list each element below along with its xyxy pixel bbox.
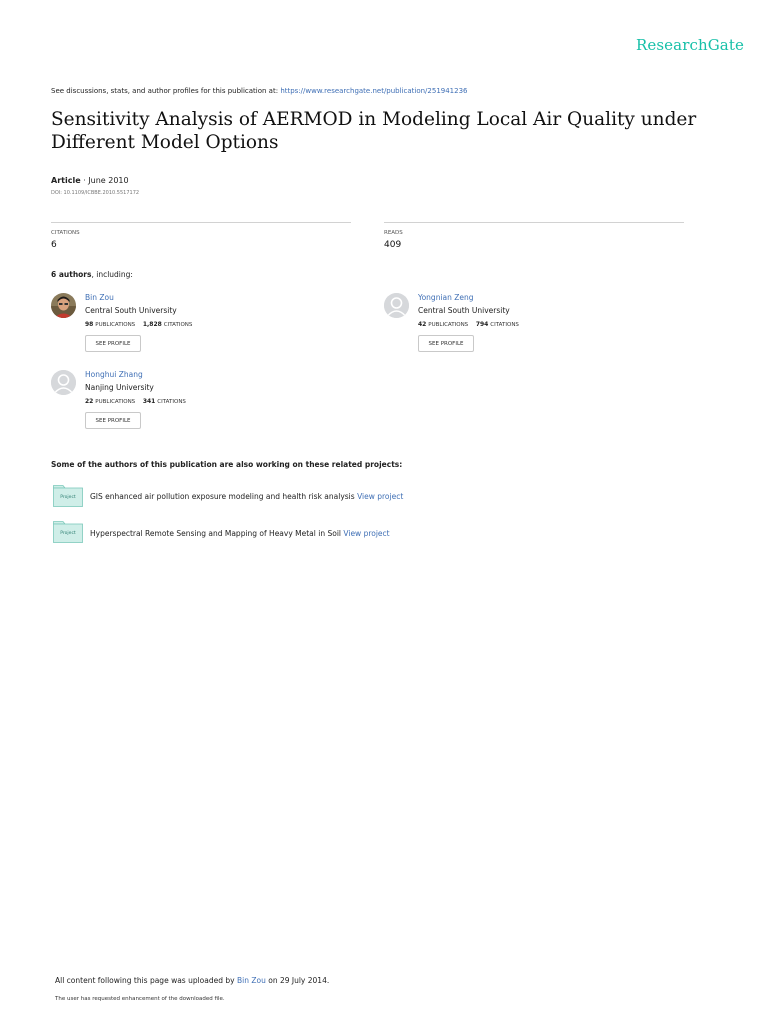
author-affiliation: Central South University bbox=[85, 306, 177, 315]
citations-label: CITATIONS bbox=[51, 230, 80, 236]
researchgate-logo[interactable]: ResearchGate bbox=[636, 36, 744, 54]
upload-prefix: All content following this page was uploaded by bbox=[55, 976, 235, 985]
citations-count: 341 bbox=[142, 398, 156, 405]
project-description bbox=[90, 529, 390, 538]
reads-divider bbox=[384, 222, 684, 223]
publication-url-link[interactable]: https://www.researchgate.net/publication/251941236 bbox=[280, 87, 468, 95]
avatar[interactable] bbox=[51, 293, 76, 318]
citations-divider bbox=[51, 222, 351, 223]
publications-label: PUBLICATIONS bbox=[428, 322, 469, 328]
publications-label: PUBLICATIONS bbox=[95, 399, 136, 405]
author-name[interactable]: Bin Zou bbox=[85, 293, 114, 302]
publications-count: 98 bbox=[85, 321, 94, 328]
author-stats bbox=[85, 321, 192, 328]
view-project-link[interactable]: View project bbox=[343, 529, 390, 538]
project-folder-label: Project bbox=[60, 495, 76, 500]
reads-label: READS bbox=[384, 230, 403, 236]
see-profile-button[interactable]: SEE PROFILE bbox=[85, 412, 141, 429]
see-profile-button[interactable]: SEE PROFILE bbox=[85, 335, 141, 352]
project-title: GIS enhanced air pollution exposure modeling and health risk analysis bbox=[90, 492, 355, 501]
publication-meta bbox=[51, 176, 129, 185]
citations-unit-label: CITATIONS bbox=[490, 322, 519, 328]
meta-separator: · bbox=[83, 176, 89, 185]
author-affiliation: Central South University bbox=[418, 306, 510, 315]
enhancement-note: The user has requested enhancement of the downloaded file. bbox=[55, 996, 225, 1002]
publication-date: June 2010 bbox=[88, 176, 129, 185]
upload-suffix: on 29 July 2014. bbox=[268, 976, 330, 985]
publication-type: Article bbox=[51, 176, 81, 185]
avatar-placeholder-icon[interactable] bbox=[51, 370, 76, 395]
project-title: Hyperspectral Remote Sensing and Mapping of Heavy Metal in Soil bbox=[90, 529, 341, 538]
author-name[interactable]: Honghui Zhang bbox=[85, 370, 143, 379]
publications-count: 42 bbox=[418, 321, 427, 328]
authors-heading bbox=[51, 270, 133, 279]
publication-doi: DOI: 10.1109/ICBBE.2010.5517172 bbox=[51, 190, 140, 196]
author-affiliation: Nanjing University bbox=[85, 383, 154, 392]
publication-title: Sensitivity Analysis of AERMOD in Modeling Local Air Quality under Different Model Options bbox=[51, 109, 697, 153]
upload-note bbox=[55, 976, 329, 985]
uploader-link[interactable]: Bin Zou bbox=[236, 976, 266, 985]
see-profile-button[interactable]: SEE PROFILE bbox=[418, 335, 474, 352]
project-folder-label: Project bbox=[60, 531, 76, 536]
author-stats bbox=[85, 398, 186, 405]
related-projects-heading: Some of the authors of this publication are also working on these related projects: bbox=[51, 460, 403, 469]
avatar-placeholder-icon[interactable] bbox=[384, 293, 409, 318]
citations-count: 1,828 bbox=[142, 321, 162, 328]
publications-label: PUBLICATIONS bbox=[95, 322, 136, 328]
citations-unit-label: CITATIONS bbox=[163, 322, 193, 328]
citations-count: 794 bbox=[475, 321, 489, 328]
citations-unit-label: CITATIONS bbox=[157, 399, 186, 405]
discussion-line bbox=[51, 87, 468, 95]
discussion-prefix: See discussions, stats, and author profiles for this publication at: bbox=[51, 87, 279, 95]
publications-count: 22 bbox=[85, 398, 94, 405]
view-project-link[interactable]: View project bbox=[357, 492, 404, 501]
authors-suffix: , including: bbox=[91, 270, 133, 279]
project-description bbox=[90, 492, 403, 501]
author-stats bbox=[418, 321, 519, 328]
authors-count: 6 authors bbox=[51, 270, 92, 279]
author-name[interactable]: Yongnian Zeng bbox=[418, 293, 474, 302]
citations-value: 6 bbox=[51, 240, 57, 250]
reads-value: 409 bbox=[384, 240, 402, 250]
